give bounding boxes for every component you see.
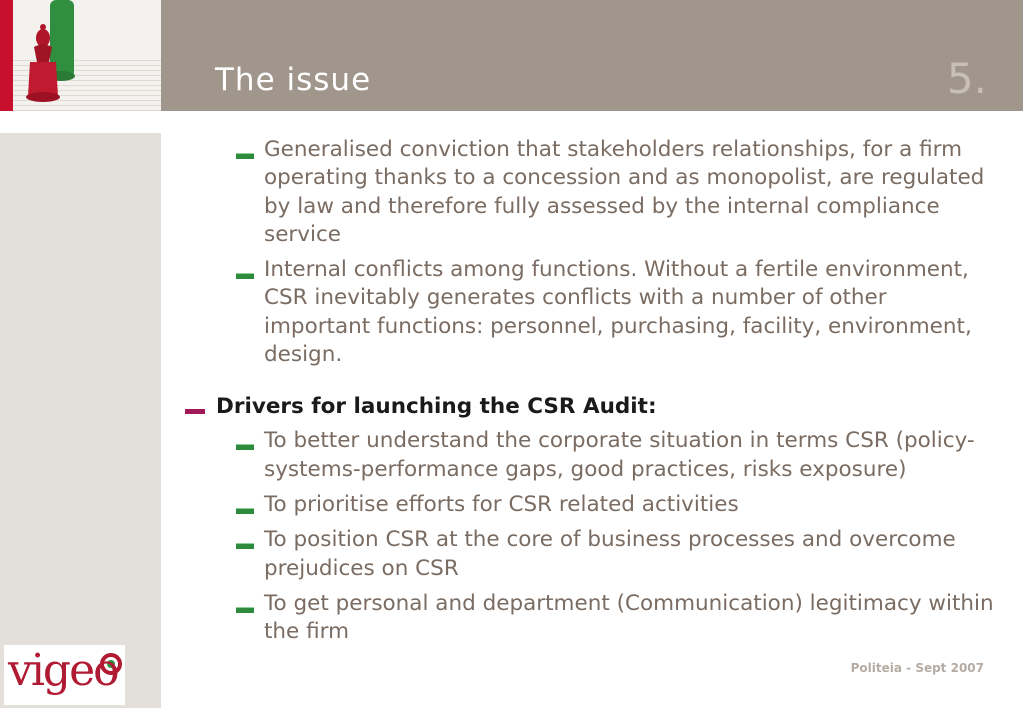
bullet-icon: [236, 508, 254, 514]
bullet-icon: [236, 543, 254, 549]
bullet-icon: [236, 444, 254, 450]
bullet-icon: [185, 409, 205, 414]
list-item: [264, 427, 995, 484]
left-sidebar-strip: [0, 133, 161, 708]
bullet-icon: [236, 273, 254, 279]
page-title: The issue: [215, 62, 372, 98]
list-item-text: To prioritise efforts for CSR related activities: [264, 491, 739, 517]
list-item-text: To position CSR at the core of business processes and overcome prejudices on CSR: [264, 527, 956, 581]
footer-text: Politeia - Sept 2007: [850, 661, 984, 675]
list-item: [264, 136, 995, 249]
slide-number: 5.: [946, 54, 987, 103]
list-item: [264, 491, 995, 519]
bullet-icon: [236, 153, 254, 159]
list-item: [264, 256, 995, 369]
list-item-text: Generalised conviction that stakeholders relationships, for a firm operating thanks to a concession and as monopolist, are regulated by law and therefore fully assessed by the internal compliance service: [264, 137, 985, 247]
section-heading: [216, 393, 995, 421]
vigeo-logo: [4, 645, 125, 705]
list-item-text: To get personal and department (Communication) legitimacy within the firm: [264, 590, 994, 645]
slide-content: [185, 136, 995, 653]
list-item: [264, 526, 995, 583]
chess-icon: [0, 0, 161, 111]
list-item-text: Internal conflicts among functions. Without a fertile environment, CSR inevitably generates conflicts with a number of other important functions: personnel, purchasing, facility, environment, design.: [264, 257, 972, 368]
chess-pieces-image: [0, 0, 161, 111]
bullet-icon: [236, 607, 254, 613]
section-heading-text: Drivers for launching the CSR Audit:: [216, 394, 657, 420]
list-item: [264, 590, 995, 647]
logo-text: vigeo: [8, 645, 118, 696]
list-item-text: To better understand the corporate situation in terms CSR (policy-systems-performance gaps, good practices, risks exposure): [264, 428, 975, 482]
